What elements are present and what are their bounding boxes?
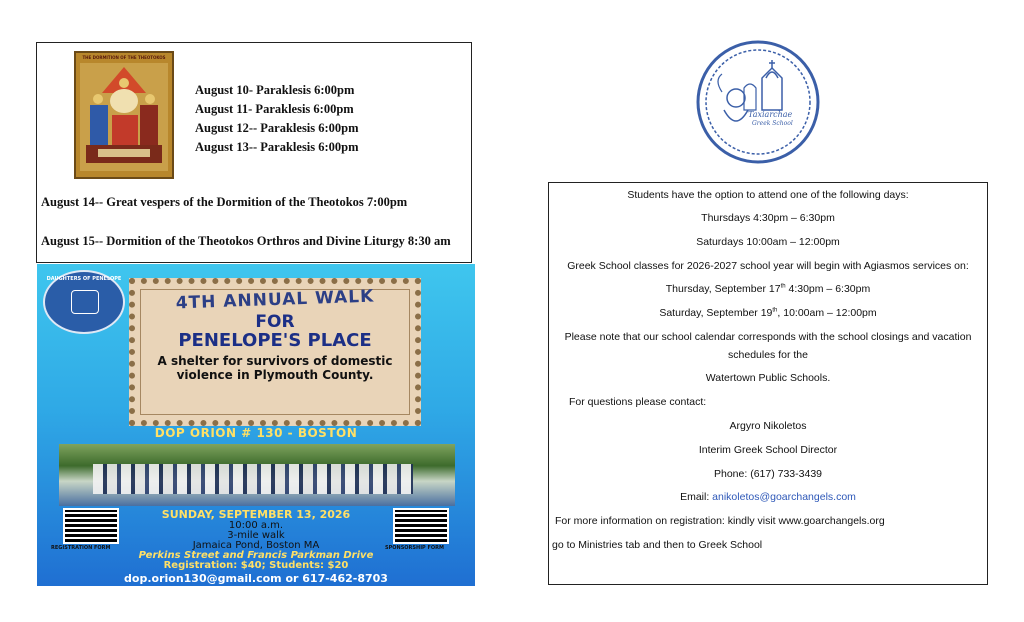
schedule-line: August 13-- Paraklesis 6:00pm xyxy=(195,140,359,154)
info-calendar-line3: Watertown Public Schools. xyxy=(705,372,831,384)
info-thursday-start xyxy=(549,283,987,295)
saturday-start-time: , 10:00am – 12:00pm xyxy=(777,307,877,319)
liturgy-line: August 15-- Dormition of the Theotokos Orthros and Divine Liturgy 8:30 am xyxy=(41,234,451,248)
event-walk-length: 3-mile walk xyxy=(227,530,285,541)
paraklesis-list xyxy=(195,81,359,157)
email-label: Email: xyxy=(680,491,713,503)
schedule-line: August 12-- Paraklesis 6:00pm xyxy=(195,121,359,135)
icon-title: THE DORMITION OF THE THEOTOKOS xyxy=(82,55,166,60)
thursday-start-date: Thursday, September 17 xyxy=(665,283,781,295)
greek-school-info-box xyxy=(548,182,988,585)
info-email-line xyxy=(549,491,987,503)
event-registration-fee: Registration: $40; Students: $20 xyxy=(163,560,349,571)
vespers-line: August 14-- Great vespers of the Dormition of the Theotokos 7:00pm xyxy=(41,195,408,209)
info-questions: For questions please contact: xyxy=(569,396,707,408)
info-intro: Students have the option to attend one of the following days: xyxy=(627,189,909,201)
schedule-line: August 10- Paraklesis 6:00pm xyxy=(195,83,355,97)
logo-script-line2: Greek School xyxy=(752,120,793,127)
info-classes-start: Greek School classes for 2026-2027 school year will begin with Agiasmos services on: xyxy=(567,260,969,272)
schedule-line: August 11- Paraklesis 6:00pm xyxy=(195,102,354,116)
event-contact: dop.orion130@gmail.com or 617-462-8703 xyxy=(124,572,388,585)
event-streets: Perkins Street and Francis Parkman Drive xyxy=(138,550,374,561)
event-location: Jamaica Pond, Boston MA xyxy=(192,540,320,551)
email-link[interactable]: anikoletos@goarchangels.com xyxy=(712,491,856,503)
info-calendar-line1: Please note that our school calendar corresponds with the school closings and vacation xyxy=(564,331,972,343)
dormition-schedule-box xyxy=(36,42,472,263)
info-phone: Phone: (617) 733-3439 xyxy=(714,468,822,480)
walk-title-stamp xyxy=(129,278,421,426)
registration-qr-caption: REGISTRATION FORM xyxy=(51,545,111,551)
info-calendar-line2: schedules for the xyxy=(728,349,808,361)
penelopes-place-title: PENELOPE'S PLACE xyxy=(178,330,372,351)
shelter-description: A shelter for survivors of domestic violence in Plymouth County. xyxy=(157,354,393,382)
for-text: FOR xyxy=(255,312,295,332)
event-date: SUNDAY, SEPTEMBER 13, 2026 xyxy=(161,508,351,521)
seal-emblem-icon xyxy=(71,290,99,314)
group-photo-people xyxy=(93,464,413,494)
info-director-name: Argyro Nikoletos xyxy=(729,420,807,432)
icon-painting xyxy=(76,53,172,177)
info-ministries: go to Ministries tab and then to Greek School xyxy=(552,539,763,551)
saturday-start-suffix: th xyxy=(772,307,778,314)
thursday-start-time: 4:30pm – 6:30pm xyxy=(785,283,871,295)
daughters-of-penelope-seal xyxy=(43,270,125,334)
saturday-start-date: Saturday, September 19 xyxy=(659,307,773,319)
event-time: 10:00 a.m. xyxy=(228,520,284,531)
sponsorship-qr-caption: SPONSORSHIP FORM xyxy=(385,545,444,551)
greek-school-logo xyxy=(696,40,820,164)
info-director-title: Interim Greek School Director xyxy=(698,444,838,456)
info-saturdays: Saturdays 10:00am – 12:00pm xyxy=(696,236,840,248)
info-more-registration: For more information on registration: kindly visit www.goarchangels.org xyxy=(555,515,885,527)
info-saturday-start xyxy=(549,307,987,319)
seal-text: DAUGHTERS OF PENELOPE xyxy=(46,276,122,282)
dop-orion-heading: DOP ORION # 130 - BOSTON xyxy=(154,426,358,440)
thursday-start-suffix: th xyxy=(780,283,786,290)
walk-flyer xyxy=(37,264,475,586)
walk-heading: 4TH ANNUAL WALK xyxy=(175,286,375,314)
logo-seal xyxy=(696,40,820,164)
group-photo xyxy=(59,444,455,506)
logo-script-line1: Taxiarchae xyxy=(748,110,793,119)
info-thursdays: Thursdays 4:30pm – 6:30pm xyxy=(701,212,835,224)
dormition-icon-image xyxy=(74,51,174,179)
